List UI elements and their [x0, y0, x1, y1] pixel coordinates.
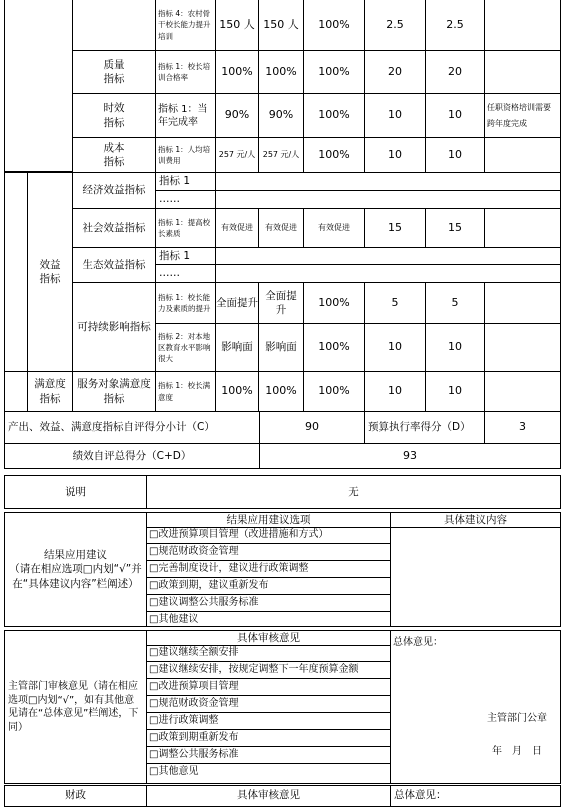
economic-rest2	[215, 190, 561, 209]
sustainable-r1-note	[484, 282, 561, 324]
benefit-category: 效益 指标	[27, 172, 73, 372]
total-label: 绩效自评总得分（C+D）	[4, 443, 260, 469]
finance-header-options: 具体审核意见	[146, 785, 391, 807]
satisfaction-left-margin	[4, 371, 28, 412]
dept-overall-box[interactable]	[390, 630, 561, 784]
sustainable-r2-weight: 10	[364, 323, 426, 372]
ecological-rest1	[215, 247, 561, 265]
target-cost: 257 元/人	[215, 137, 259, 173]
social-rate: 有效促进	[303, 208, 365, 248]
indicator-timeliness: 指标 1：当年完成率	[155, 93, 216, 138]
apply-content-box[interactable]	[390, 512, 561, 627]
note-cost	[484, 137, 561, 173]
rate-cost: 100%	[303, 137, 365, 173]
total-value: 93	[259, 443, 561, 469]
ecological-rest2	[215, 264, 561, 283]
social-label: 社会效益指标	[72, 208, 156, 248]
dept-header-options: 具体审核意见	[146, 630, 391, 646]
satisfaction-note	[484, 371, 561, 412]
satisfaction-rate: 100%	[303, 371, 365, 412]
sustainable-r1-rate: 100%	[303, 282, 365, 324]
score-training: 2.5	[425, 0, 485, 51]
notes-value: 无	[146, 475, 561, 509]
indicator-quality: 指标 1：校长培训合格率	[155, 50, 216, 94]
satisfaction-target: 100%	[215, 371, 259, 412]
col-subcategory-top	[72, 0, 156, 51]
sustainable-r1-indicator: 指标 1：校长能力及素质的提升	[155, 282, 216, 324]
exec-value: 3	[484, 411, 561, 444]
sustainable-r2-actual: 影响面	[258, 323, 304, 372]
sustainable-r1-score: 5	[425, 282, 485, 324]
apply-header-content: 具体建议内容	[390, 512, 561, 528]
ecological-label: 生态效益指标	[72, 247, 156, 283]
sub-timeliness: 时效 指标	[72, 93, 156, 138]
notes-label: 说明	[4, 475, 147, 509]
apply-label: 结果应用建议 （请在相应选项□内划“√”并在“具体建议内容”栏阐述）	[4, 512, 147, 627]
actual-timeliness: 90%	[258, 93, 304, 138]
dept-option[interactable]: □建议继续安排，按规定调整下一年度预算金额	[147, 662, 390, 679]
economic-ind1: 指标 1	[155, 172, 216, 191]
ecological-ind2: ……	[155, 264, 216, 283]
col-category	[4, 0, 73, 172]
sustainable-r1-target: 全面提升	[215, 282, 259, 324]
indicator-cost: 指标 1：人均培训费用	[155, 137, 216, 173]
sustainable-r1-actual: 全面提 升	[258, 282, 304, 324]
apply-option[interactable]: □规范财政资金管理	[147, 544, 390, 561]
subtotal-label: 产出、效益、满意度指标自评得分小计（C）	[4, 411, 260, 444]
satisfaction-category: 满意度 指标	[27, 371, 73, 412]
dept-label: 主管部门审核意见（请在相应选项□内划“√”，如有其他意见请在“总体意见”栏阐述，下同）	[4, 630, 147, 784]
dept-option[interactable]: □政策到期重新发布	[147, 730, 390, 747]
apply-options	[147, 527, 390, 629]
target-timeliness: 90%	[215, 93, 259, 138]
finance-overall: 总体意见：	[390, 785, 561, 807]
dept-stamp: 主管部门公章	[487, 713, 547, 724]
exec-label: 预算执行率得分（D）	[364, 411, 485, 444]
economic-ind2: ……	[155, 190, 216, 209]
subtotal-value: 90	[259, 411, 365, 444]
note-timeliness: 任职资格培训需要跨年度完成	[484, 93, 561, 138]
sustainable-r2-score: 10	[425, 323, 485, 372]
actual-cost: 257 元/人	[258, 137, 304, 173]
sub-quality: 质量 指标	[72, 50, 156, 94]
sustainable-r2-target: 影响面	[215, 323, 259, 372]
satisfaction-score: 10	[425, 371, 485, 412]
rate-timeliness: 100%	[303, 93, 365, 138]
economic-label: 经济效益指标	[72, 172, 156, 209]
dept-option[interactable]: □改进预算项目管理	[147, 679, 390, 696]
apply-option[interactable]: □完善制度设计，建议进行政策调整	[147, 561, 390, 578]
target-quality: 100%	[215, 50, 259, 94]
score-cost: 10	[425, 137, 485, 173]
sustainable-r2-indicator: 指标 2：对本地区教育水平影响很大	[155, 323, 216, 372]
sustainable-r2-rate: 100%	[303, 323, 365, 372]
apply-option[interactable]: □政策到期，建议重新发布	[147, 578, 390, 595]
sustainable-r1-weight: 5	[364, 282, 426, 324]
apply-option[interactable]: □建议调整公共服务标准	[147, 595, 390, 612]
score-timeliness: 10	[425, 93, 485, 138]
dept-options	[147, 645, 390, 782]
sustainable-r2-note	[484, 323, 561, 372]
apply-header-options: 结果应用建议选项	[146, 512, 391, 528]
social-actual: 有效促进	[258, 208, 304, 248]
dept-option[interactable]: □其他意见	[149, 766, 199, 777]
score-quality: 20	[425, 50, 485, 94]
note-quality	[484, 50, 561, 94]
actual-training: 150 人	[258, 0, 304, 51]
satisfaction-indicator: 指标 1：校长满意度	[155, 371, 216, 412]
sustainable-label: 可持续影响指标	[72, 282, 156, 372]
rate-training: 100%	[303, 0, 365, 51]
weight-timeliness: 10	[364, 93, 426, 138]
social-weight: 15	[364, 208, 426, 248]
economic-rest1	[215, 172, 561, 191]
dept-option[interactable]: □建议继续全额安排	[147, 645, 390, 662]
dept-date: 年 月 日	[492, 746, 542, 757]
finance-label: 财政	[4, 785, 147, 807]
ecological-ind1: 指标 1	[155, 247, 216, 265]
social-note	[484, 208, 561, 248]
satisfaction-sub: 服务对象满意度指标	[72, 371, 156, 412]
satisfaction-weight: 10	[364, 371, 426, 412]
dept-overall-label: 总体意见：	[393, 637, 443, 648]
dept-option[interactable]: □调整公共服务标准	[147, 747, 390, 764]
dept-option[interactable]: □进行政策调整	[147, 713, 390, 730]
benefit-left-margin	[4, 172, 28, 372]
social-indicator: 指标 1：提高校长素质	[155, 208, 216, 248]
target-training: 150 人	[215, 0, 259, 51]
weight-quality: 20	[364, 50, 426, 94]
rate-quality: 100%	[303, 50, 365, 94]
weight-training: 2.5	[364, 0, 426, 51]
note-training	[484, 0, 561, 51]
weight-cost: 10	[364, 137, 426, 173]
actual-quality: 100%	[258, 50, 304, 94]
apply-option[interactable]: □改进预算项目管理（改进措施和方式）	[147, 527, 390, 544]
indicator-training: 指标 4：农村骨干校长能力提升培训	[155, 0, 216, 51]
dept-option[interactable]: □规范财政资金管理	[147, 696, 390, 713]
satisfaction-actual: 100%	[258, 371, 304, 412]
social-target: 有效促进	[215, 208, 259, 248]
sub-cost: 成本 指标	[72, 137, 156, 173]
apply-option[interactable]: □其他建议	[149, 614, 199, 625]
social-score: 15	[425, 208, 485, 248]
